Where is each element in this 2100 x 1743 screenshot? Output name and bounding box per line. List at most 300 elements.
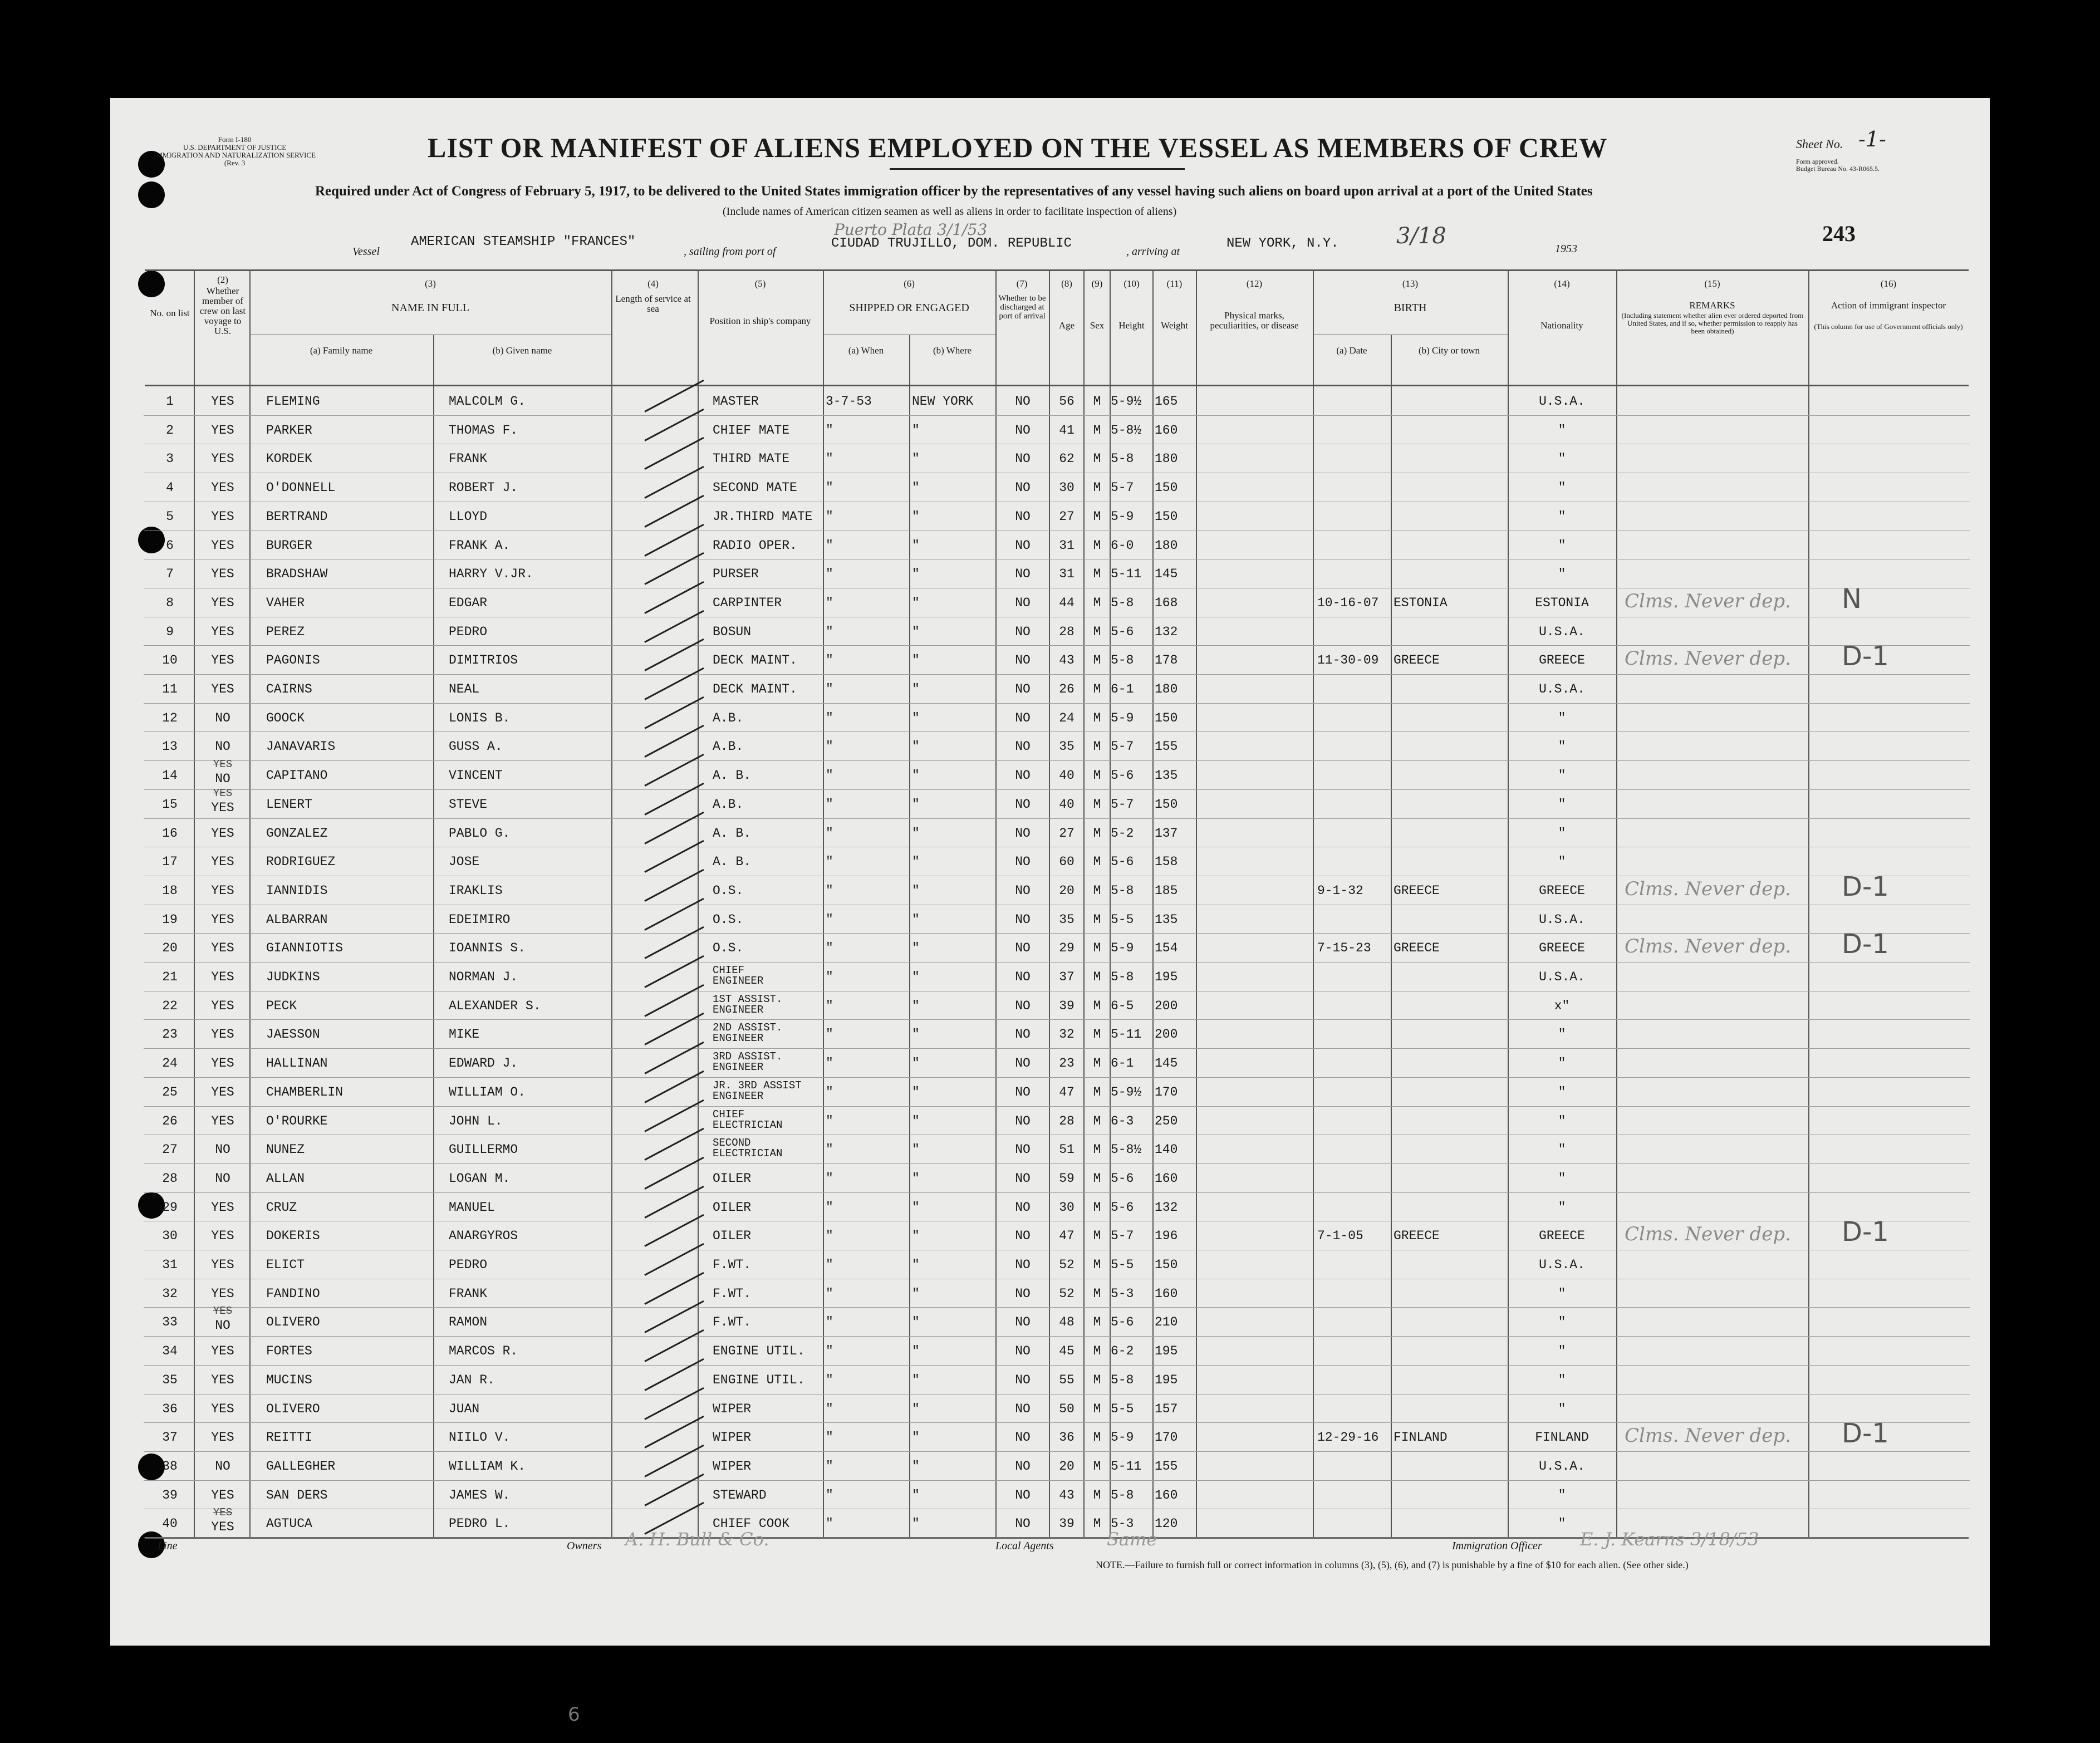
row-rule: [144, 933, 1970, 934]
cell-given: WILLIAM O.: [449, 1084, 526, 1099]
col-action-num: (16): [1880, 278, 1897, 289]
remark-handwritten: Clms. Never dep.: [1625, 1223, 1791, 1246]
cell-when: ": [826, 710, 833, 725]
cell-no: 18: [162, 883, 178, 898]
form-approved-line: Form approved.: [1796, 158, 1839, 165]
col-weight-header: Weight: [1161, 320, 1188, 331]
inspector-action: D-1: [1842, 1418, 1889, 1450]
cell-age: 56: [1059, 394, 1074, 409]
arrival-date-hand: 3/18: [1396, 223, 1446, 249]
cell-weight: 150: [1155, 797, 1178, 812]
position-line: CHIEF: [713, 964, 745, 976]
cell-disch: NO: [1015, 480, 1031, 495]
cell-given: EDEIMIRO: [449, 912, 511, 927]
sheet-number: -1-: [1858, 127, 1886, 151]
remark-handwritten: Clms. Never dep.: [1625, 877, 1791, 900]
cell-no: 25: [162, 1084, 178, 1099]
cell-position: F.WT.: [713, 1286, 752, 1301]
cell-nat: ": [1558, 538, 1566, 553]
cell-sex: M: [1093, 567, 1101, 582]
agents-signature: Same: [1107, 1529, 1157, 1550]
cell-sex: M: [1093, 1286, 1101, 1301]
cell-weight: 180: [1155, 451, 1178, 467]
cell-age: 45: [1059, 1344, 1074, 1359]
cell-sex: M: [1093, 797, 1101, 812]
cell-no: 32: [162, 1286, 178, 1301]
column-divider: [698, 269, 699, 1537]
cell-weight: 178: [1155, 653, 1178, 668]
form-number: Form I-180: [218, 135, 252, 144]
cell-no: 20: [162, 941, 178, 956]
cell-sex: M: [1093, 970, 1101, 984]
cell-no: 3: [166, 451, 174, 467]
cell-given: JAN R.: [449, 1372, 495, 1387]
col-discharge-num: (7): [1016, 278, 1028, 289]
cell-position: A. B.: [713, 855, 752, 870]
cell-when: ": [826, 739, 833, 754]
cell-when: ": [826, 1487, 833, 1503]
cell-family: NUNEZ: [266, 1142, 305, 1157]
cell-position: A. B.: [713, 768, 752, 783]
cell-no: 4: [166, 480, 174, 495]
cell-age: 29: [1059, 941, 1074, 956]
revision: (Rev. 3: [224, 159, 246, 167]
cell-sex: M: [1093, 595, 1101, 610]
cell-height: 5-9½: [1111, 394, 1142, 409]
cell-given: ANARGYROS: [449, 1229, 518, 1244]
cell-no: 24: [162, 1056, 178, 1071]
cell-nat: ": [1558, 1372, 1566, 1387]
cell-nat: ": [1558, 509, 1566, 524]
cell-where: ": [912, 1286, 920, 1301]
cell-height: 5-7: [1111, 480, 1134, 495]
col-last-voyage-num: (2): [217, 274, 228, 285]
sailing-label: , sailing from port of: [684, 246, 776, 258]
cell-position: SECOND MATE: [713, 480, 797, 495]
row-rule: [144, 1307, 1970, 1308]
cell-age: 20: [1059, 1459, 1074, 1474]
col-birth-num: (13): [1402, 278, 1419, 289]
cell-given: THOMAS F.: [449, 423, 518, 438]
inspector-action: D-1: [1842, 871, 1889, 902]
cell-where: NEW YORK: [912, 394, 974, 409]
cell-disch: NO: [1015, 797, 1031, 812]
arrival-year: 1953: [1555, 243, 1577, 255]
cell-given: WILLIAM K.: [449, 1459, 526, 1474]
cell-age: 43: [1059, 653, 1074, 668]
cell-disch: NO: [1015, 710, 1031, 725]
cell-when: ": [826, 567, 833, 582]
cell-sex: M: [1093, 1229, 1101, 1244]
col-length-header: Length of service at sea: [615, 293, 691, 314]
cell-disch: NO: [1015, 1084, 1031, 1099]
row-rule: [144, 1192, 1970, 1193]
position-line: 1ST ASSIST.: [713, 993, 783, 1005]
cell-position: THIRD MATE: [713, 451, 790, 467]
cell-last: NO: [215, 1318, 230, 1333]
cell-family: AGTUCA: [266, 1516, 312, 1531]
cell-last: YES: [211, 883, 234, 898]
col-name-header: NAME IN FULL: [391, 302, 469, 314]
cell-no: 13: [162, 739, 178, 754]
cell-where: ": [912, 826, 920, 841]
cell-nat: ": [1558, 1516, 1566, 1531]
col-sex-num: (9): [1091, 278, 1103, 289]
cell-no: 12: [162, 710, 178, 725]
cell-position: [713, 1138, 824, 1159]
cell-sex: M: [1093, 1056, 1101, 1071]
struck-last-voyage: YES: [213, 1506, 233, 1519]
col-given-header: (b) Given name: [492, 345, 552, 356]
cell-family: JUDKINS: [266, 970, 320, 984]
cell-where: ": [912, 451, 920, 467]
cell-position: RADIO OPER.: [713, 538, 797, 553]
cell-last: YES: [211, 1372, 234, 1387]
cell-nat: ": [1558, 1171, 1566, 1186]
cell-sex: M: [1093, 1084, 1101, 1099]
cell-family: IANNIDIS: [266, 883, 328, 898]
col-remarks-num: (15): [1704, 278, 1720, 289]
cell-height: 6-2: [1111, 1344, 1134, 1359]
cell-when: ": [826, 1315, 833, 1330]
cell-height: 6-1: [1111, 682, 1134, 696]
cell-disch: NO: [1015, 1113, 1031, 1128]
cell-age: 31: [1059, 538, 1074, 553]
header-bottom-border: [145, 385, 1969, 386]
position-line: ELECTRICIAN: [713, 1147, 783, 1160]
cell-age: 30: [1059, 1200, 1074, 1215]
cell-given: MIKE: [449, 1027, 480, 1042]
col-family-header: (a) Family name: [310, 345, 373, 356]
cell-nat: ": [1558, 768, 1566, 783]
cell-height: 5-8: [1111, 451, 1134, 467]
cell-last: YES: [211, 567, 234, 582]
cell-position: WIPER: [713, 1459, 752, 1474]
cell-where: ": [912, 941, 920, 956]
cell-age: 50: [1059, 1401, 1074, 1416]
cell-no: 39: [162, 1487, 178, 1503]
cell-last: NO: [215, 710, 230, 725]
cell-weight: 160: [1155, 1171, 1178, 1186]
cell-weight: 155: [1155, 739, 1178, 754]
cell-height: 5-2: [1111, 826, 1134, 841]
col-action-note: (This column for use of Government officials only): [1814, 322, 1963, 331]
include-text: (Include names of American citizen seamen as well as aliens in order to facilitate inspection of aliens): [723, 205, 1177, 218]
col-sex-header: Sex: [1090, 320, 1105, 331]
cell-height: 6-1: [1111, 1056, 1134, 1071]
cell-last: YES: [211, 451, 234, 467]
cell-position: STEWARD: [713, 1487, 767, 1503]
column-divider: [995, 269, 997, 1537]
cell-family: PECK: [266, 998, 297, 1013]
struck-last-voyage: YES: [213, 1305, 233, 1318]
cell-where: ": [912, 1229, 920, 1244]
cell-position: CARPINTER: [713, 595, 782, 610]
row-rule: [144, 760, 1970, 761]
cell-weight: 160: [1155, 423, 1178, 438]
cell-disch: NO: [1015, 1229, 1031, 1244]
cell-family: CHAMBERLIN: [266, 1084, 344, 1099]
cell-disch: NO: [1015, 739, 1031, 754]
cell-when: ": [826, 941, 833, 956]
cell-position: A.B.: [713, 797, 744, 812]
cell-given: LOGAN M.: [449, 1171, 511, 1186]
cell-age: 36: [1059, 1430, 1074, 1445]
position-line: ELECTRICIAN: [713, 1118, 783, 1131]
cell-weight: 180: [1155, 682, 1178, 696]
col-discharge-header: Whether to be discharged at port of arrival: [998, 294, 1046, 321]
col-age-num: (8): [1061, 278, 1072, 289]
row-rule: [144, 818, 1970, 819]
cell-height: 5-9: [1111, 509, 1134, 524]
cell-disch: NO: [1015, 624, 1031, 639]
row-rule: [144, 1480, 1970, 1481]
cell-when: ": [826, 682, 833, 696]
cell-last: YES: [211, 855, 234, 870]
cell-disch: NO: [1015, 1487, 1031, 1503]
cell-when: ": [826, 1401, 833, 1416]
cell-last: YES: [211, 1401, 234, 1416]
row-rule: [144, 1422, 1970, 1423]
row-rule: [144, 1336, 1970, 1337]
stamp-number: 243: [1822, 221, 1856, 246]
cell-sex: M: [1093, 451, 1101, 467]
cell-where: ": [912, 624, 920, 639]
cell-height: 5-7: [1111, 739, 1134, 754]
inspector-action: D-1: [1842, 641, 1889, 672]
cell-height: 5-6: [1111, 1171, 1134, 1186]
page-title: LIST OR MANIFEST OF ALIENS EMPLOYED ON THE VESSEL AS MEMBERS OF CREW: [428, 132, 1608, 163]
cell-when: ": [826, 1459, 833, 1474]
cell-no: 7: [166, 567, 174, 582]
cell-weight: 150: [1155, 1258, 1178, 1272]
department: U.S. DEPARTMENT OF JUSTICE: [183, 143, 287, 151]
cell-no: 33: [162, 1315, 178, 1330]
cell-where: ": [912, 739, 920, 754]
cell-where: ": [912, 710, 920, 725]
cell-where: ": [912, 538, 920, 553]
cell-nat: U.S.A.: [1539, 624, 1585, 639]
cell-disch: NO: [1015, 1056, 1031, 1071]
cell-sex: M: [1093, 423, 1101, 438]
cell-family: O'DONNELL: [266, 480, 336, 495]
column-divider: [1808, 269, 1809, 1537]
inspector-action: D-1: [1842, 929, 1889, 960]
cell-age: 28: [1059, 1113, 1074, 1128]
agents-label: Local Agents: [995, 1540, 1054, 1552]
cell-age: 43: [1059, 1487, 1074, 1503]
cell-nat: ": [1558, 1084, 1566, 1099]
cell-weight: 150: [1155, 509, 1178, 524]
cell-last: YES: [211, 941, 234, 956]
cell-family: JANAVARIS: [266, 739, 336, 754]
cell-last: YES: [211, 1027, 234, 1042]
cell-weight: 158: [1155, 855, 1178, 870]
cell-last: YES: [211, 1286, 234, 1301]
cell-given: EDWARD J.: [449, 1056, 518, 1071]
row-rule: [144, 674, 1970, 675]
cell-given: FRANK: [449, 1286, 488, 1301]
struck-last-voyage: YES: [213, 787, 233, 799]
cell-given: FRANK: [449, 451, 488, 467]
cell-sex: M: [1093, 682, 1101, 696]
position-line: JR. 3RD ASSIST: [713, 1079, 802, 1092]
cell-disch: NO: [1015, 538, 1031, 553]
cell-position: WIPER: [713, 1401, 752, 1416]
cell-sex: M: [1093, 1401, 1101, 1416]
cell-no: 34: [162, 1344, 178, 1359]
cell-when: ": [826, 1286, 833, 1301]
cell-position: OILER: [713, 1229, 752, 1244]
cell-position: PURSER: [713, 567, 759, 582]
cell-given: PABLO G.: [449, 826, 511, 841]
cell-position: [713, 994, 824, 1015]
cell-sex: M: [1093, 1027, 1101, 1042]
cell-given: NORMAN J.: [449, 970, 518, 984]
cell-disch: NO: [1015, 855, 1031, 870]
cell-disch: NO: [1015, 768, 1031, 783]
row-rule: [144, 645, 1970, 646]
cell-no: 17: [162, 855, 178, 870]
cell-weight: 170: [1155, 1084, 1178, 1099]
cell-given: ROBERT J.: [449, 480, 518, 495]
cell-position: WIPER: [713, 1430, 752, 1445]
cell-no: 27: [162, 1142, 178, 1157]
cell-nat: ": [1558, 1056, 1566, 1071]
cell-height: 5-6: [1111, 1315, 1134, 1330]
cell-weight: 150: [1155, 710, 1178, 725]
cell-age: 37: [1059, 970, 1074, 984]
cell-nat: ": [1558, 480, 1566, 495]
cell-family: FLEMING: [266, 394, 320, 409]
cell-height: 5-8: [1111, 1487, 1134, 1503]
cell-age: 44: [1059, 595, 1074, 610]
cell-where: ": [912, 1315, 920, 1330]
cell-weight: 145: [1155, 567, 1178, 582]
cell-age: 39: [1059, 998, 1074, 1013]
cell-disch: NO: [1015, 394, 1031, 409]
cell-btown: ESTONIA: [1394, 595, 1448, 610]
cell-nat: ": [1558, 797, 1566, 812]
cell-sex: M: [1093, 480, 1101, 495]
column-divider: [1616, 269, 1617, 1537]
cell-last: NO: [215, 1142, 230, 1157]
cell-disch: NO: [1015, 451, 1031, 467]
cell-position: [713, 1052, 824, 1073]
cell-age: 40: [1059, 768, 1074, 783]
cell-nat: U.S.A.: [1539, 1459, 1585, 1474]
cell-no: 38: [162, 1459, 178, 1474]
cell-height: 5-7: [1111, 797, 1134, 812]
col-shipped-num: (6): [904, 278, 915, 289]
cell-last: YES: [211, 682, 234, 696]
col-birth-header: BIRTH: [1394, 302, 1427, 314]
cell-weight: 140: [1155, 1142, 1178, 1157]
col-where-header: (b) Where: [933, 345, 972, 356]
cell-age: 20: [1059, 883, 1074, 898]
cell-no: 14: [162, 768, 178, 783]
cell-where: ": [912, 682, 920, 696]
cell-height: 5-6: [1111, 855, 1134, 870]
cell-weight: 170: [1155, 1430, 1178, 1445]
cell-given: MANUEL: [449, 1200, 495, 1215]
col-no-header: No. on list: [150, 308, 190, 318]
cell-no: 16: [162, 826, 178, 841]
col-nationality-num: (14): [1554, 278, 1570, 289]
cell-disch: NO: [1015, 1459, 1031, 1474]
cell-last: YES: [211, 826, 234, 841]
cell-family: PAGONIS: [266, 653, 320, 668]
column-divider: [1313, 269, 1314, 1537]
position-line: ENGINEER: [713, 1061, 764, 1074]
cell-disch: NO: [1015, 1171, 1031, 1186]
cell-when: ": [826, 1430, 833, 1445]
cell-no: 23: [162, 1027, 178, 1042]
cell-when: ": [826, 423, 833, 438]
column-divider: [1152, 269, 1154, 1537]
cell-given: HARRY V.JR.: [449, 567, 533, 582]
cell-last: YES: [211, 1229, 234, 1244]
remark-handwritten: Clms. Never dep.: [1625, 1425, 1791, 1447]
cell-given: JOSE: [449, 855, 480, 870]
cell-last: YES: [211, 1084, 234, 1099]
cell-where: ": [912, 1459, 920, 1474]
officer-label: Immigration Officer: [1452, 1540, 1542, 1552]
cell-height: 5-5: [1111, 1401, 1134, 1416]
cell-disch: NO: [1015, 912, 1031, 927]
cell-given: MALCOLM G.: [449, 394, 526, 409]
cell-when: ": [826, 970, 833, 984]
cell-height: 6-3: [1111, 1113, 1134, 1128]
cell-where: ": [912, 1430, 920, 1445]
cell-given: NEAL: [449, 682, 480, 696]
col-name-num: (3): [425, 278, 436, 289]
cell-family: SAN DERS: [266, 1487, 328, 1503]
cell-nat: GREECE: [1539, 1229, 1585, 1244]
cell-height: 5-6: [1111, 1200, 1134, 1215]
cell-where: ": [912, 1258, 920, 1272]
cell-when: ": [826, 768, 833, 783]
column-divider: [909, 335, 910, 1537]
cell-nat: ": [1558, 1315, 1566, 1330]
cell-weight: 154: [1155, 941, 1178, 956]
cell-when: ": [826, 538, 833, 553]
act-text: Required under Act of Congress of February 5, 1917, to be delivered to the United States immigration officer by the representatives of any vessel having such aliens on board upon arrival at a port of the United States: [315, 184, 1593, 199]
row-rule: [144, 415, 1970, 416]
cell-sex: M: [1093, 1487, 1101, 1503]
cell-where: ": [912, 1372, 920, 1387]
cell-nat: ": [1558, 855, 1566, 870]
line-label: Line: [158, 1540, 178, 1552]
row-rule: [144, 731, 1970, 732]
cell-where: ": [912, 1344, 920, 1359]
cell-age: 55: [1059, 1372, 1074, 1387]
cell-given: PEDRO L.: [449, 1516, 511, 1531]
cell-last: YES: [211, 1430, 234, 1445]
cell-where: ": [912, 653, 920, 668]
cell-nat: ": [1558, 1487, 1566, 1503]
cell-btown: GREECE: [1394, 883, 1440, 898]
cell-position: [713, 1023, 824, 1044]
cell-height: 5-3: [1111, 1286, 1134, 1301]
penalty-note: NOTE.—Failure to furnish full or correct information in columns (3), (5), (6), and (7) is punishable by a fine of $10 for each alien. (See other side.): [1096, 1559, 1689, 1570]
cell-where: ": [912, 595, 920, 610]
cell-nat: U.S.A.: [1539, 1258, 1585, 1272]
cell-family: GIANNIOTIS: [266, 941, 344, 956]
cell-nat: ": [1558, 1200, 1566, 1215]
cell-no: 30: [162, 1229, 178, 1244]
cell-position: DECK MAINT.: [713, 682, 797, 696]
